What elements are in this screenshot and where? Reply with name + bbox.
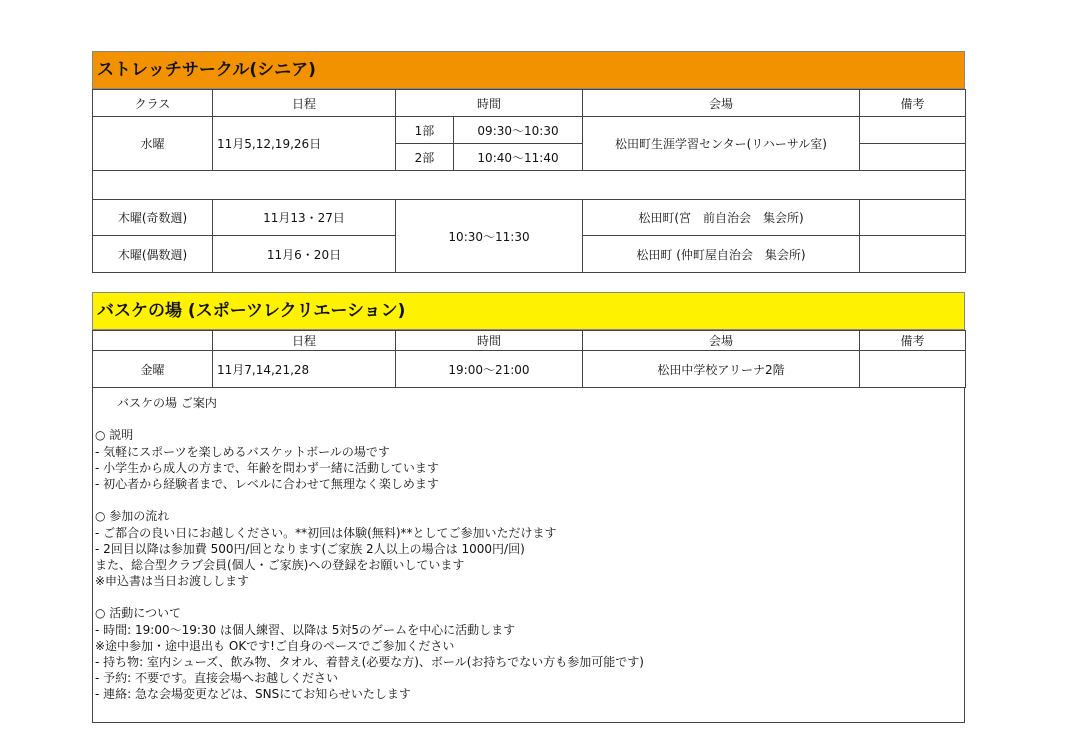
thu-odd-class: 木曜(奇数週)	[93, 200, 213, 236]
header-class: クラス	[93, 90, 213, 117]
header-dates: 日程	[213, 90, 396, 117]
wed-notes-1	[860, 117, 966, 144]
wed-time2: 10:40〜11:40	[454, 144, 583, 171]
s2-header-dates: 日程	[213, 331, 396, 351]
notes-heading: バスケの場 ご案内	[117, 396, 217, 410]
thu-odd-venue: 松田町(宮 前自治会 集会所)	[583, 200, 860, 236]
basketball-schedule-table	[92, 330, 966, 388]
basketball-info-notes	[92, 387, 965, 723]
notes-line: - ご都合の良い日にお越しください。**初回は体験(無料)**としてご参加いただけます	[95, 525, 557, 540]
s2-header-class	[93, 331, 213, 351]
thu-odd-notes	[860, 200, 966, 236]
wed-venue: 松田町生涯学習センター(リハーサル室)	[583, 117, 860, 171]
header-venue: 会場	[583, 90, 860, 117]
spacer-row	[93, 171, 966, 200]
notes-line: - 初心者から経験者まで、レベルに合わせて無理なく楽しめます	[95, 476, 439, 491]
notes-line: - 小学生から成人の方まで、年齢を問わず一緒に活動しています	[95, 460, 439, 475]
notes-line: - 連絡: 急な会場変更などは、SNSにてお知らせいたします	[95, 687, 411, 702]
wed-time1: 09:30〜10:30	[454, 117, 583, 144]
fri-notes	[860, 351, 966, 388]
fri-class: 金曜	[93, 351, 213, 388]
notes-line: - 予約: 不要です。直接会場へお越しください	[95, 671, 339, 686]
s2-header-venue: 会場	[583, 331, 860, 351]
thu-even-class: 木曜(偶数週)	[93, 236, 213, 273]
notes-line: また、総合型クラブ会員(個人・ご家族)への登録をお願いしています	[95, 557, 465, 572]
header-time: 時間	[396, 90, 583, 117]
notes-line: ○ 活動について	[95, 606, 182, 621]
notes-line	[95, 589, 964, 605]
notes-line: ○ 説明	[95, 428, 134, 443]
notes-lines	[95, 411, 964, 702]
section1-title: ストレッチサークル(シニア)	[92, 51, 965, 89]
section2-title: バスケの場 (スポーツレクリエーション)	[92, 292, 965, 330]
s2-header-time: 時間	[396, 331, 583, 351]
stretch-schedule-table	[92, 89, 966, 273]
notes-line	[95, 492, 964, 508]
notes-line: ※申込書は当日お渡しします	[95, 574, 250, 589]
notes-line: - 2回目以降は参加費 500円/回となります(ご家族 2人以上の場合は 1000円/回)	[95, 541, 525, 556]
thu-time: 10:30〜11:30	[396, 200, 583, 273]
fri-time: 19:00〜21:00	[396, 351, 583, 388]
thu-even-dates: 11月6・20日	[213, 236, 396, 273]
thu-odd-dates: 11月13・27日	[213, 200, 396, 236]
fri-dates: 11月7,14,21,28	[213, 351, 396, 388]
notes-line: - 時間: 19:00〜19:30 は個人練習、以降は 5対5のゲームを中心に活動します	[95, 622, 516, 637]
s2-header-notes: 備考	[860, 331, 966, 351]
wed-class: 水曜	[93, 117, 213, 171]
notes-line	[95, 411, 964, 427]
notes-line: ※途中参加・途中退出も OKです!ご自身のペースでご参加ください	[95, 638, 455, 653]
notes-line: - 持ち物: 室内シューズ、飲み物、タオル、着替え(必要な方)、ボール(お持ちでない方も参加可能です)	[95, 655, 644, 669]
header-notes: 備考	[860, 90, 966, 117]
wed-part2: 2部	[396, 144, 454, 171]
thu-even-notes	[860, 236, 966, 273]
fri-venue: 松田中学校アリーナ2階	[583, 351, 860, 388]
notes-line: ○ 参加の流れ	[95, 509, 170, 524]
wed-part1: 1部	[396, 117, 454, 144]
thu-even-venue: 松田町 (仲町屋自治会 集会所)	[583, 236, 860, 273]
wed-notes-2	[860, 144, 966, 171]
notes-line: - 気軽にスポーツを楽しめるバスケットボールの場です	[95, 444, 390, 459]
wed-dates: 11月5,12,19,26日	[213, 117, 396, 171]
